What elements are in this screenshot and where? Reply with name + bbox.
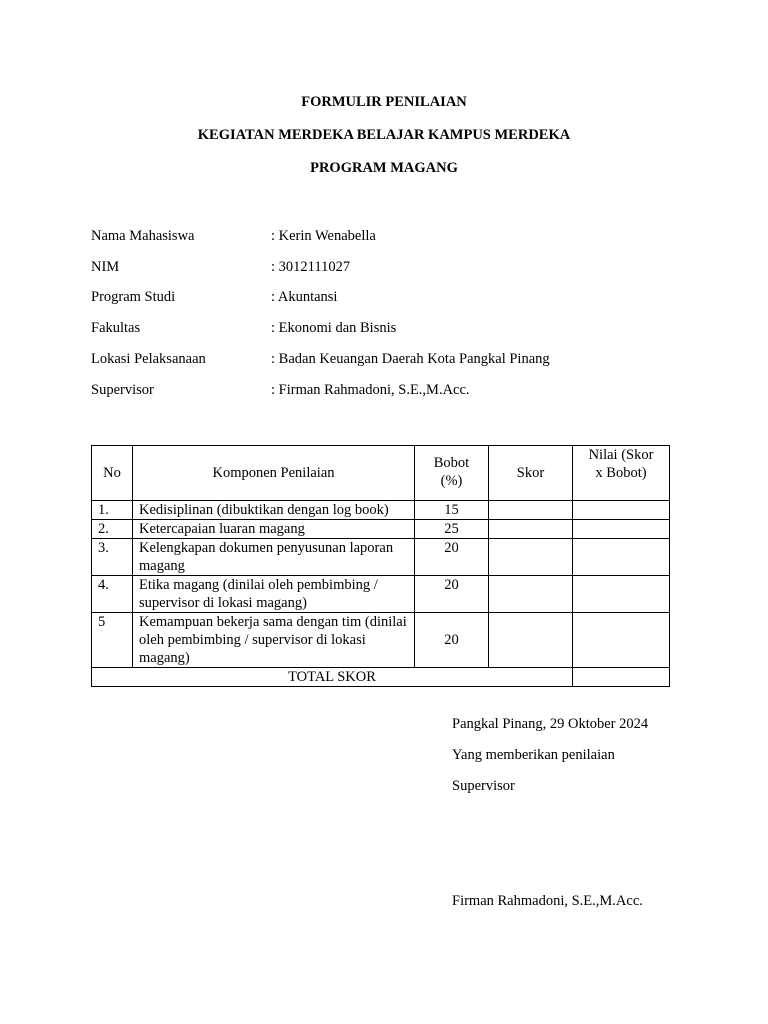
row-no: 4. — [92, 576, 133, 613]
header-komponen: Komponen Penilaian — [133, 446, 415, 501]
program-title: KEGIATAN MERDEKA BELAJAR KAMPUS MERDEKA — [197, 127, 571, 143]
row-skor-cell[interactable] — [489, 539, 573, 576]
row-skor-cell[interactable] — [489, 501, 573, 520]
row-no: 2. — [92, 520, 133, 539]
table-row — [92, 576, 670, 613]
supervisor-value: : Firman Rahmadoni, S.E.,M.Acc. — [271, 382, 470, 398]
row-komponen: Etika magang (dinilai oleh pembimbing / supervisor di lokasi magang) — [133, 576, 415, 613]
study-program-value: : Akuntansi — [271, 289, 338, 305]
faculty-label: Fakultas — [91, 320, 141, 336]
supervisor-label: Supervisor — [91, 382, 154, 398]
row-bobot: 25 — [415, 520, 489, 539]
student-name-label: Nama Mahasiswa — [91, 228, 195, 244]
row-bobot: 20 — [415, 613, 489, 668]
header-bobot: Bobot (%) — [415, 446, 489, 501]
faculty-value: : Ekonomi dan Bisnis — [271, 320, 397, 336]
assessor-caption: Yang memberikan penilaian — [452, 747, 615, 763]
row-komponen: Kelengkapan dokumen penyusunan laporan magang — [133, 539, 415, 576]
study-program-label: Program Studi — [91, 289, 176, 305]
header-no: No — [92, 446, 133, 501]
row-nilai-cell[interactable] — [573, 520, 670, 539]
header-skor: Skor — [489, 446, 573, 501]
nim-label: NIM — [91, 259, 120, 275]
row-komponen: Kemampuan bekerja sama dengan tim (dinilai oleh pembimbing / supervisor di lokasi magang) — [133, 613, 415, 668]
row-komponen: Ketercapaian luaran magang — [133, 520, 415, 539]
assessment-table — [91, 445, 670, 687]
table-row — [92, 613, 670, 668]
assessor-name: Firman Rahmadoni, S.E.,M.Acc. — [452, 893, 643, 909]
place-date: Pangkal Pinang, 29 Oktober 2024 — [452, 716, 649, 732]
subprogram-title: PROGRAM MAGANG — [310, 160, 458, 176]
assessor-role: Supervisor — [452, 778, 515, 794]
header-nilai: Nilai (Skor x Bobot) — [573, 446, 670, 501]
row-bobot: 15 — [415, 501, 489, 520]
row-bobot: 20 — [415, 576, 489, 613]
row-nilai-cell[interactable] — [573, 613, 670, 668]
row-no: 3. — [92, 539, 133, 576]
location-value: : Badan Keuangan Daerah Kota Pangkal Pinang — [271, 351, 550, 367]
table-row — [92, 501, 670, 520]
row-nilai-cell[interactable] — [573, 501, 670, 520]
row-skor-cell[interactable] — [489, 520, 573, 539]
total-row — [92, 668, 670, 687]
row-bobot: 20 — [415, 539, 489, 576]
table-row — [92, 539, 670, 576]
total-value-cell[interactable] — [573, 668, 670, 687]
row-no: 1. — [92, 501, 133, 520]
row-nilai-cell[interactable] — [573, 576, 670, 613]
total-label: TOTAL SKOR — [92, 668, 573, 687]
row-no: 5 — [92, 613, 133, 668]
table-header-row — [92, 446, 670, 501]
row-nilai-cell[interactable] — [573, 539, 670, 576]
row-skor-cell[interactable] — [489, 576, 573, 613]
row-skor-cell[interactable] — [489, 613, 573, 668]
student-name-value: : Kerin Wenabella — [271, 228, 376, 244]
nim-value: : 3012111027 — [271, 259, 351, 275]
location-label: Lokasi Pelaksanaan — [91, 351, 206, 367]
row-komponen: Kedisiplinan (dibuktikan dengan log book) — [133, 501, 415, 520]
form-title: FORMULIR PENILAIAN — [301, 94, 467, 110]
table-row — [92, 520, 670, 539]
